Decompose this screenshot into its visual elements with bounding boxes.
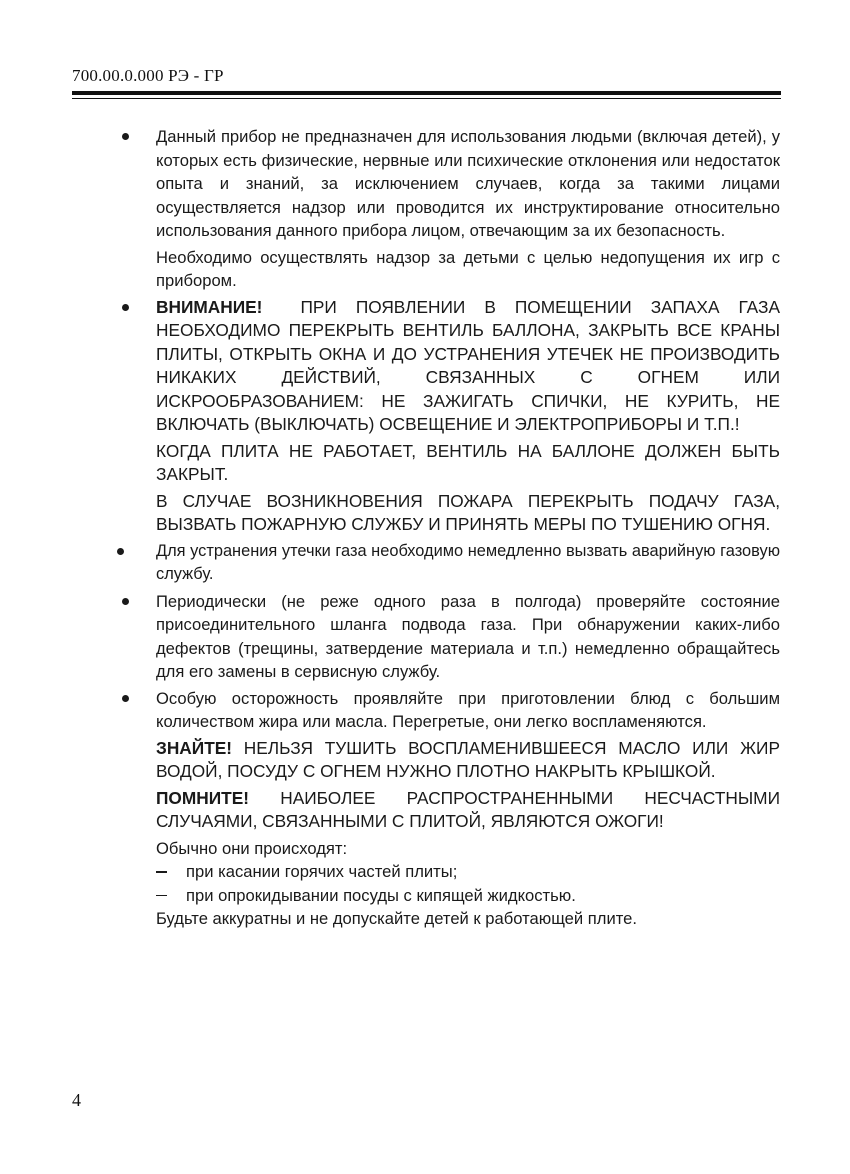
list-item-gas-warning bbox=[156, 296, 780, 537]
paragraph: КОГДА ПЛИТА НЕ РАБОТАЕТ, ВЕНТИЛЬ НА БАЛЛОНЕ ДОЛЖЕН БЫТЬ ЗАКРЫТ. bbox=[156, 440, 780, 484]
list-item-hose-check bbox=[156, 590, 780, 684]
page-number: 4 bbox=[72, 1090, 81, 1110]
know-text: НЕЛЬЗЯ ТУШИТЬ ВОСПЛАМЕНИВШЕЕСЯ МАСЛО ИЛИ ЖИР ВОДОЙ, ПОСУДУ С ОГНЕМ НУЖНО ПЛОТНО НАКРЫТЬ КРЫШКОЙ. bbox=[156, 737, 780, 781]
list-item-supervision bbox=[156, 125, 780, 293]
remember-text: НАИБОЛЕЕ РАСПРОСТРАНЕННЫМИ НЕСЧАСТНЫМИ СЛУЧАЯМИ, СВЯЗАННЫМИ С ПЛИТОЙ, ЯВЛЯЮТСЯ ОЖОГИ! bbox=[156, 787, 780, 831]
safety-instructions bbox=[156, 125, 780, 934]
bullet-icon bbox=[117, 548, 124, 555]
dash-item-text: при касании горячих частей плиты; bbox=[186, 862, 458, 881]
know-paragraph bbox=[156, 737, 780, 784]
paragraph: Особую осторожность проявляйте при приготовлении блюд с большим количеством жира или масла. Перегретые, они легко воспламеняются. bbox=[156, 688, 780, 731]
bullet-icon bbox=[122, 304, 129, 311]
paragraph: Периодически (не реже одного раза в полгода) проверяйте состояние присоединительного шланга подвода газа. При обнаружении каких-либо дефектов (трещины, затвердение материала и т.п.) немедленно обращайтесь для его замены в сервисную службу. bbox=[156, 591, 780, 681]
warning-label: ВНИМАНИЕ! bbox=[156, 296, 263, 317]
know-label: ЗНАЙТЕ! bbox=[156, 737, 233, 758]
bullet-icon bbox=[122, 695, 129, 702]
paragraph: В СЛУЧАЕ ВОЗНИКНОВЕНИЯ ПОЖАРА ПЕРЕКРЫТЬ ПОДАЧУ ГАЗА, ВЫЗВАТЬ ПОЖАРНУЮ СЛУЖБУ И ПРИНЯТЬ МЕРЫ ПО ТУШЕНИЮ ОГНЯ. bbox=[156, 490, 780, 534]
dash-item-text: при опрокидывании посуды с кипящей жидкостью. bbox=[186, 885, 576, 905]
dash-icon bbox=[156, 895, 167, 897]
bullet-icon bbox=[122, 133, 129, 140]
dash-list-item bbox=[156, 884, 780, 908]
usually-text: Обычно они происходят: bbox=[156, 838, 348, 858]
list-item-gas-leak bbox=[156, 540, 780, 587]
warning-paragraph bbox=[156, 296, 780, 437]
remember-paragraph bbox=[156, 787, 780, 834]
list-item-oil-caution bbox=[156, 687, 780, 931]
paragraph: Для устранения утечки газа необходимо немедленно вызвать аварийную газовую службу. bbox=[156, 541, 780, 583]
paragraph: Данный прибор не предназначен для использования людьми (включая детей), у которых есть физические, нервные или психические отклонения или недостаток опыта и знаний, за исключением случаев, когда за такими лицами осуществляется надзор или проводится их инструктирование относительно использования данного прибора лицом, отвечающим за их безопасность. bbox=[156, 127, 780, 240]
header-rule-thick bbox=[72, 91, 781, 95]
header-rule-thin bbox=[72, 98, 781, 99]
warning-text: ПРИ ПОЯВЛЕНИИ В ПОМЕЩЕНИИ ЗАПАХА ГАЗА НЕОБХОДИМО ПЕРЕКРЫТЬ ВЕНТИЛЬ БАЛЛОНА, ЗАКРЫТЬ ВСЕ КРАНЫ ПЛИТЫ, ОТКРЫТЬ ОКНА И ДО УСТРАНЕНИЯ УТЕЧЕК НЕ ПРОИЗВОДИТЬ НИКАКИХ ДЕЙСТВИЙ, СВЯЗАННЫХ С ОГНЕМ ИЛИ ИСКРООБРАЗОВАНИЕМ: НЕ ЗАЖИГАТЬ СПИЧКИ, НЕ КУРИТЬ, НЕ ВКЛЮЧАТЬ (ВЫКЛЮЧАТЬ) ОСВЕЩЕНИЕ И ЭЛЕКТРОПРИБОРЫ И Т.П.! bbox=[156, 296, 780, 434]
bullet-icon bbox=[122, 598, 129, 605]
paragraph: Необходимо осуществлять надзор за детьми с целью недопущения их игр с прибором. bbox=[156, 247, 780, 290]
closing-text: Будьте аккуратны и не допускайте детей к работающей плите. bbox=[156, 909, 637, 928]
dash-list-item bbox=[156, 860, 780, 884]
document-code: 700.00.0.000 РЭ - ГР bbox=[72, 66, 224, 85]
dash-icon bbox=[156, 871, 167, 873]
remember-label: ПОМНИТЕ! bbox=[156, 787, 249, 808]
